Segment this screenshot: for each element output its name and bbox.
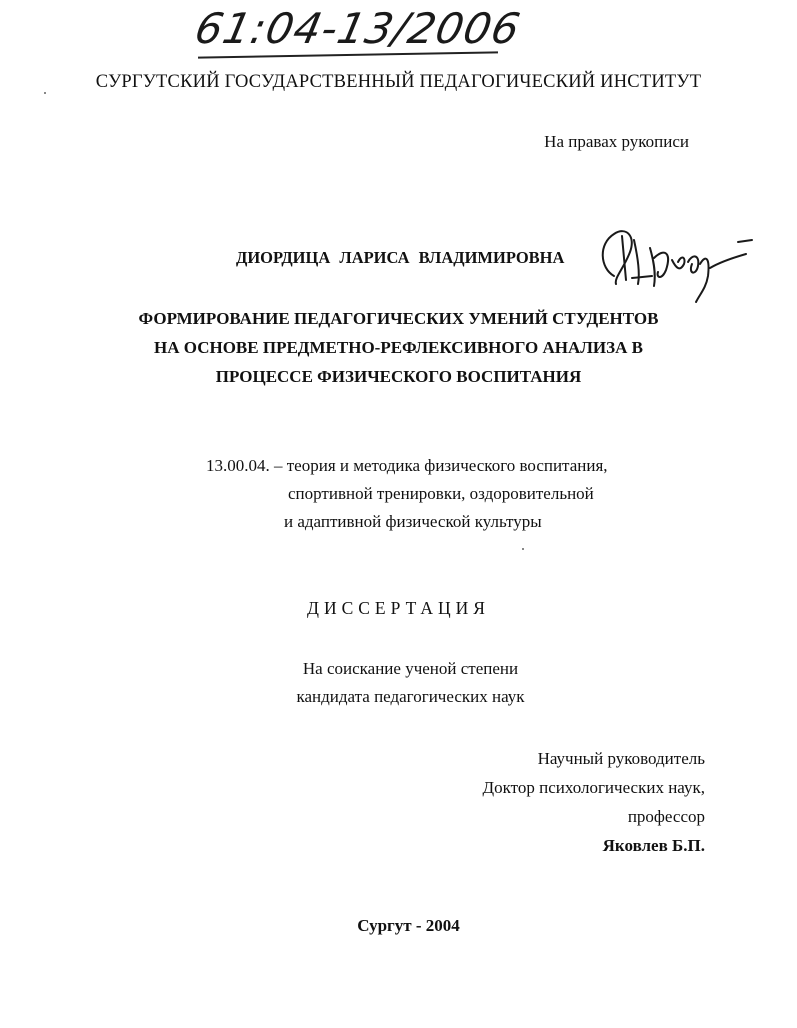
author-name: ДИОРДИЦА ЛАРИСА ВЛАДИМИРОВНА (236, 248, 565, 267)
specialty-line-2: спортивной тренировки, оздоровительной (288, 484, 594, 503)
title-line-2: НА ОСНОВЕ ПРЕДМЕТНО-РЕФЛЕКСИВНОГО АНАЛИЗА В (154, 338, 643, 357)
city-year: Сургут - 2004 (357, 916, 460, 935)
advisor-name: Яковлев Б.П. (602, 836, 705, 855)
scan-speck (522, 548, 524, 550)
institute-name: СУРГУТСКИЙ ГОСУДАРСТВЕННЫЙ ПЕДАГОГИЧЕСКИЙ ИНСТИТУТ (95, 72, 702, 92)
advisor-degree: Доктор психологических наук, (482, 778, 705, 797)
dissertation-title (0, 304, 797, 391)
degree-line-2: кандидата педагогических наук (296, 687, 525, 706)
rights-note: На правах рукописи (544, 132, 689, 151)
scan-speck (44, 92, 46, 94)
specialty-line-1: 13.00.04. – теория и методика физического воспитания, (206, 456, 608, 475)
handwritten-archive-number: 61:04-13/2006 (190, 4, 525, 53)
degree-line-1: На соискание ученой степени (302, 659, 519, 678)
author-signature (592, 218, 762, 308)
document-type: ДИССЕРТАЦИЯ (307, 598, 490, 618)
degree-block (0, 655, 797, 711)
specialty-line-3: и адаптивной физической культуры (284, 512, 542, 531)
advisor-role: Научный руководитель (537, 749, 705, 768)
advisor-block (483, 744, 705, 860)
advisor-rank: профессор (627, 807, 705, 826)
title-line-3: ПРОЦЕССЕ ФИЗИЧЕСКОГО ВОСПИТАНИЯ (215, 367, 582, 386)
specialty-block (206, 452, 608, 536)
title-line-1: ФОРМИРОВАНИЕ ПЕДАГОГИЧЕСКИХ УМЕНИЙ СТУДЕНТОВ (138, 309, 659, 328)
